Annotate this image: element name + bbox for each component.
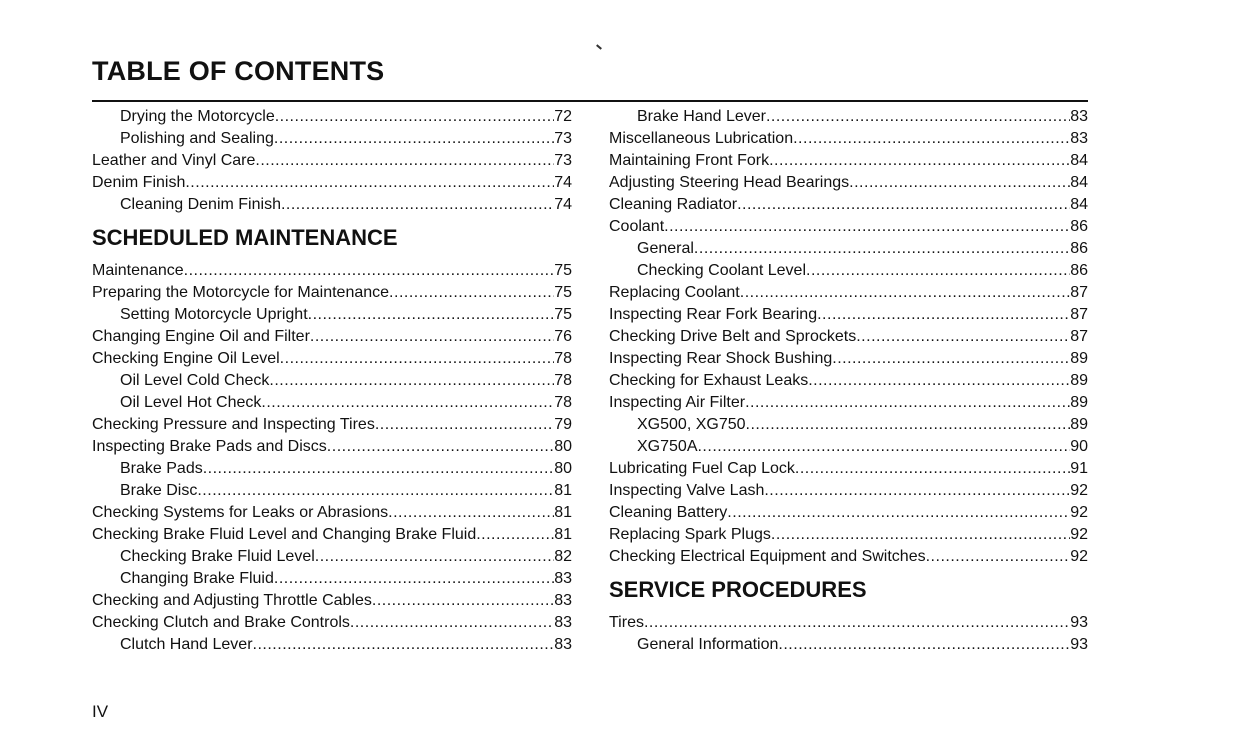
dot-leader [766, 106, 1070, 128]
toc-entry[interactable] [92, 304, 572, 326]
toc-entry-page: 83 [554, 636, 572, 653]
toc-entry[interactable] [92, 194, 572, 216]
toc-column-right [609, 106, 1088, 656]
dot-leader [746, 414, 1071, 436]
dot-leader [727, 502, 1070, 524]
toc-entry-label: Maintenance [92, 262, 184, 279]
toc-entry-page: 87 [1070, 284, 1088, 301]
toc-entry-page: 81 [554, 482, 572, 499]
dot-leader [389, 282, 554, 304]
toc-entry-page: 87 [1070, 328, 1088, 345]
toc-entry-page: 89 [1070, 394, 1088, 411]
toc-entry-page: 92 [1070, 504, 1088, 521]
toc-entry[interactable] [609, 348, 1088, 370]
toc-entry-label: Checking Brake Fluid Level [120, 548, 315, 565]
toc-entry-page: 83 [554, 614, 572, 631]
toc-entry-label: Coolant [609, 218, 665, 235]
dot-leader [771, 524, 1070, 546]
toc-entry-label: General Information [637, 636, 779, 653]
toc-entry-page: 86 [1070, 240, 1088, 257]
toc-entry-label: Brake Hand Lever [637, 108, 766, 125]
toc-entry[interactable] [92, 172, 572, 194]
stray-mark [596, 44, 602, 49]
toc-entry-page: 84 [1070, 174, 1088, 191]
toc-entry-label: Checking Brake Fluid Level and Changing Brake Fluid [92, 526, 477, 543]
toc-entry[interactable] [92, 106, 572, 128]
toc-entry-label: Setting Motorcycle Upright [120, 306, 308, 323]
dot-leader [745, 392, 1070, 414]
toc-entry-page: 84 [1070, 152, 1088, 169]
toc-entry[interactable] [609, 238, 1088, 260]
toc-entry[interactable] [609, 106, 1088, 128]
dot-leader [926, 546, 1071, 568]
toc-entry-page: 86 [1070, 262, 1088, 279]
toc-entry-page: 83 [1070, 108, 1088, 125]
toc-entry-label: Miscellaneous Lubrication [609, 130, 794, 147]
toc-entry[interactable] [609, 502, 1088, 524]
dot-leader [849, 172, 1070, 194]
dot-leader [832, 348, 1070, 370]
page-number: IV [92, 702, 109, 721]
toc-entry-page: 76 [554, 328, 572, 345]
toc-entry-label: Inspecting Valve Lash [609, 482, 765, 499]
toc-entry-page: 91 [1070, 460, 1088, 477]
toc-entry[interactable] [92, 282, 572, 304]
toc-entry[interactable] [609, 414, 1088, 436]
toc-entry-page: 73 [554, 152, 572, 169]
toc-entry[interactable] [609, 304, 1088, 326]
dot-leader [315, 546, 554, 568]
toc-entry-page: 78 [554, 350, 572, 367]
toc-entry-page: 89 [1070, 372, 1088, 389]
toc-entry-page: 75 [554, 262, 572, 279]
toc-entry[interactable] [609, 612, 1088, 634]
dot-leader [274, 128, 554, 150]
dot-leader [769, 150, 1070, 172]
toc-entry-label: Brake Pads [120, 460, 203, 477]
dot-leader [795, 458, 1070, 480]
toc-entry-label: Inspecting Brake Pads and Discs [92, 438, 327, 455]
toc-entry[interactable] [609, 172, 1088, 194]
toc-entry-label: Inspecting Air Filter [609, 394, 746, 411]
dot-leader [808, 370, 1070, 392]
toc-entry-label: Checking Drive Belt and Sprockets [609, 328, 857, 345]
toc-entry[interactable] [92, 348, 572, 370]
toc-entry[interactable] [92, 150, 572, 172]
toc-entry[interactable] [609, 392, 1088, 414]
toc-entry[interactable] [92, 370, 572, 392]
toc-entry-label: Checking Systems for Leaks or Abrasions [92, 504, 389, 521]
toc-entry-page: 74 [554, 196, 572, 213]
toc-entry-label: Adjusting Steering Head Bearings [609, 174, 850, 191]
dot-leader [280, 348, 555, 370]
toc-entry[interactable] [92, 546, 572, 568]
toc-entry-page: 73 [554, 130, 572, 147]
dot-leader [856, 326, 1070, 348]
toc-entry-label: Checking Electrical Equipment and Switches [609, 548, 926, 565]
title-divider [92, 100, 1088, 102]
toc-entry-page: 80 [554, 460, 572, 477]
toc-entry-label: Cleaning Denim Finish [120, 196, 281, 213]
toc-entry-label: Leather and Vinyl Care [92, 152, 256, 169]
dot-leader [275, 106, 554, 128]
toc-entry-label: Lubricating Fuel Cap Lock [609, 460, 795, 477]
toc-entry-label: Clutch Hand Lever [120, 636, 253, 653]
toc-entry-page: 93 [1070, 614, 1088, 631]
toc-entry-label: Cleaning Battery [609, 504, 728, 521]
toc-entry[interactable] [92, 326, 572, 348]
toc-entry[interactable] [92, 502, 572, 524]
dot-leader [197, 480, 554, 502]
toc-entry-label: Inspecting Rear Fork Bearing [609, 306, 818, 323]
toc-entry[interactable] [609, 458, 1088, 480]
toc-entry[interactable] [609, 524, 1088, 546]
toc-entry-label: Inspecting Rear Shock Bushing [609, 350, 833, 367]
dot-leader [644, 612, 1070, 634]
toc-entry-page: 92 [1070, 526, 1088, 543]
toc-entry[interactable] [609, 634, 1088, 656]
dot-leader [308, 304, 555, 326]
toc-entry-page: 81 [554, 526, 572, 543]
toc-entry-page: 75 [554, 284, 572, 301]
dot-leader [372, 590, 554, 612]
toc-entry-label: Checking for Exhaust Leaks [609, 372, 809, 389]
dot-leader [793, 128, 1070, 150]
dot-leader [388, 502, 554, 524]
toc-entry-page: 78 [554, 394, 572, 411]
dot-leader [476, 524, 554, 546]
dot-leader [778, 634, 1070, 656]
toc-entry[interactable] [609, 194, 1088, 216]
toc-entry[interactable] [92, 612, 572, 634]
toc-entry-label: Replacing Spark Plugs [609, 526, 771, 543]
toc-entry-label: XG500, XG750 [637, 416, 746, 433]
toc-entry-page: 80 [554, 438, 572, 455]
toc-entry-page: 86 [1070, 218, 1088, 235]
dot-leader [310, 326, 554, 348]
toc-entry-label: Checking Coolant Level [637, 262, 806, 279]
toc-entry[interactable] [609, 282, 1088, 304]
toc-entry-page: 82 [554, 548, 572, 565]
toc-entry[interactable] [609, 436, 1088, 458]
toc-entry[interactable] [609, 370, 1088, 392]
dot-leader [694, 238, 1070, 260]
toc-entry[interactable] [92, 480, 572, 502]
dot-leader [185, 172, 554, 194]
toc-entry-page: 89 [1070, 416, 1088, 433]
toc-entry-page: 90 [1070, 438, 1088, 455]
toc-entry-page: 83 [554, 592, 572, 609]
dot-leader [184, 260, 555, 282]
toc-entry-label: Brake Disc [120, 482, 198, 499]
toc-entry[interactable] [92, 414, 572, 436]
toc-entry-page: 83 [1070, 130, 1088, 147]
toc-entry[interactable] [609, 326, 1088, 348]
toc-entry[interactable] [92, 568, 572, 590]
toc-entry-label: Checking Clutch and Brake Controls [92, 614, 350, 631]
toc-entry[interactable] [609, 480, 1088, 502]
dot-leader [327, 436, 554, 458]
toc-entry-page: 87 [1070, 306, 1088, 323]
dot-leader [764, 480, 1070, 502]
toc-entry[interactable] [609, 216, 1088, 238]
toc-entry-label: Replacing Coolant [609, 284, 740, 301]
dot-leader [737, 194, 1070, 216]
toc-entry-label: Checking Engine Oil Level [92, 350, 280, 367]
toc-entry-page: 92 [1070, 482, 1088, 499]
toc-entry-label: Drying the Motorcycle [120, 108, 275, 125]
toc-entry[interactable] [92, 590, 572, 612]
toc-entry-label: General [637, 240, 694, 257]
toc-entry-label: Denim Finish [92, 174, 186, 191]
section-heading: SERVICE PROCEDURES [609, 577, 867, 602]
toc-entry[interactable] [609, 260, 1088, 282]
dot-leader [740, 282, 1070, 304]
toc-entry[interactable] [92, 436, 572, 458]
toc-entry-label: Checking Pressure and Inspecting Tires [92, 416, 375, 433]
toc-entry-page: 83 [554, 570, 572, 587]
toc-entry[interactable] [92, 392, 572, 414]
toc-entry-label: Checking and Adjusting Throttle Cables [92, 592, 372, 609]
toc-entry[interactable] [609, 150, 1088, 172]
toc-entry[interactable] [92, 260, 572, 282]
toc-entry-label: Oil Level Cold Check [120, 372, 270, 389]
toc-entry[interactable] [609, 546, 1088, 568]
toc-entry-page: 89 [1070, 350, 1088, 367]
toc-entry[interactable] [92, 634, 572, 656]
toc-entry-label: Polishing and Sealing [120, 130, 274, 147]
toc-entry-page: 72 [554, 108, 572, 125]
toc-entry-page: 74 [554, 174, 572, 191]
dot-leader [375, 414, 554, 436]
dot-leader [203, 458, 554, 480]
toc-entry-label: Preparing the Motorcycle for Maintenance [92, 284, 390, 301]
page-title: TABLE OF CONTENTS [92, 56, 385, 86]
toc-entry-label: XG750A [637, 438, 698, 455]
dot-leader [274, 568, 554, 590]
toc-entry-page: 92 [1070, 548, 1088, 565]
toc-entry-label: Cleaning Radiator [609, 196, 738, 213]
dot-leader [697, 436, 1070, 458]
toc-entry-page: 79 [554, 416, 572, 433]
dot-leader [817, 304, 1070, 326]
dot-leader [255, 150, 554, 172]
toc-entry-page: 93 [1070, 636, 1088, 653]
section-heading: SCHEDULED MAINTENANCE [92, 225, 398, 250]
dot-leader [664, 216, 1070, 238]
toc-entry[interactable] [92, 524, 572, 546]
dot-leader [281, 194, 554, 216]
toc-entry-label: Maintaining Front Fork [609, 152, 770, 169]
dot-leader [350, 612, 554, 634]
dot-leader [806, 260, 1070, 282]
toc-entry[interactable] [92, 128, 572, 150]
dot-leader [253, 634, 555, 656]
toc-entry-label: Changing Brake Fluid [120, 570, 274, 587]
toc-entry-page: 78 [554, 372, 572, 389]
toc-entry-page: 81 [554, 504, 572, 521]
toc-entry[interactable] [609, 128, 1088, 150]
toc-entry[interactable] [92, 458, 572, 480]
toc-entry-label: Tires [609, 614, 644, 631]
toc-column-left [92, 106, 572, 656]
toc-entry-label: Oil Level Hot Check [120, 394, 262, 411]
dot-leader [269, 370, 554, 392]
dot-leader [261, 392, 554, 414]
toc-entry-page: 75 [554, 306, 572, 323]
toc-entry-page: 84 [1070, 196, 1088, 213]
toc-entry-label: Changing Engine Oil and Filter [92, 328, 310, 345]
